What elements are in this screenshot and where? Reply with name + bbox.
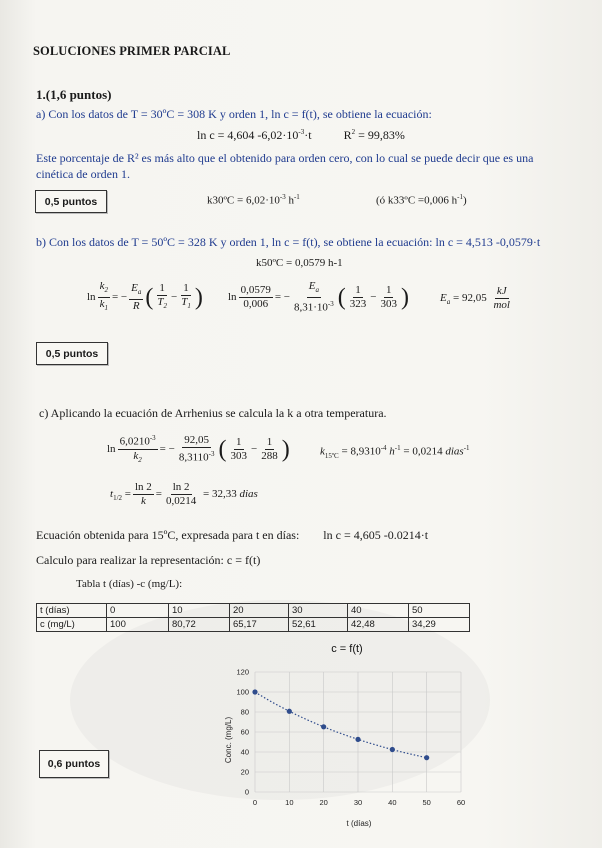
x-tick-label: 60 — [456, 798, 466, 807]
arrhenius-15c: ln $\frac{6,0210^{-3}}{k_2}$ = − $\frac{92,05}{8,3110^{-3}}$ ( $\frac{1}{303}$ − $\frac{1}{288}$ ) — [107, 434, 290, 464]
arrhenius-numeric: ln $\frac{0,0579}{0,006}$ = − $\frac{E_a}{8,31\cdot 10^{-3}}$ ( $\frac{1}{323}$ − $\frac{1}{303}$ ) — [228, 280, 409, 314]
equation-exp: -3 — [298, 128, 305, 136]
data-point — [424, 755, 429, 760]
part-a-label: a) — [36, 107, 46, 121]
y-tick-label: 80 — [240, 707, 249, 717]
half-result: = 32,33 — [200, 488, 240, 501]
ea-unit-den: mol — [493, 299, 510, 311]
eq1-num: k — [99, 280, 105, 292]
data-point — [355, 737, 360, 742]
x-axis-label: t (días) — [346, 819, 372, 828]
table-cell: 80,72 — [169, 618, 230, 632]
y-axis-label: Conc. (mg/L) — [224, 716, 233, 764]
part-a-comment-2: cinética de orden 1. — [36, 167, 130, 181]
y-ticks — [236, 668, 249, 797]
k30-exp: -3 — [279, 193, 286, 201]
table-cell: 30 — [289, 604, 348, 618]
eq2-num: 0,0579 — [240, 283, 271, 296]
trendline — [255, 692, 427, 758]
part-b-intro-text: Con los datos de T = 50ºC = 328 K y orden 1, ln c = f(t), se obtiene la ecuación: ln c = 4,513 -0,0579·t — [49, 235, 541, 249]
table-header-c: c (mg/L) — [37, 618, 107, 632]
eq1-t1: T — [181, 296, 188, 309]
part-a-comment: Este porcentaje de R² es más alto que el obtenido para orden cero, con lo cual se puede decir que es una — [36, 151, 534, 165]
data-point — [287, 709, 292, 714]
c-eq-t1: 303 — [230, 449, 248, 462]
data-point — [321, 724, 326, 729]
part-a-equation: ln c = 4,604 $-6,02\cdot 10^{-3}\cdot t$ $R^2 = 99,83\%$ — [197, 128, 405, 142]
arrhenius-general: ln $\frac{k_2}{k_1}$ = − $\frac{E_a}{R}$ ( $\frac{1}{T_2}$ − $\frac{1}{T_1}$ ) — [87, 280, 203, 313]
eq2-ea: E — [308, 280, 316, 292]
ea-result: $E_a = 92,05$ $\frac{kJ}{\text{mol}}$ — [440, 285, 510, 311]
eq1-den: k — [99, 298, 105, 311]
k50-result: k50ºC = 0,0579 h-1 — [256, 257, 343, 269]
x-tick-label: 20 — [319, 798, 328, 807]
k33-close: ) — [462, 194, 467, 207]
eq-15c-value: ln c = 4,605 -0.0214·t — [323, 528, 429, 542]
y-tick-label: 0 — [244, 787, 249, 797]
eq2-t1: 303 — [380, 297, 397, 310]
k33-text: (ó k33ºC =0,006 h — [376, 194, 458, 207]
table-cell: 65,17 — [230, 618, 289, 632]
r2-value: = 99,83% — [355, 128, 405, 142]
half-num-1: ln 2 — [134, 481, 152, 493]
table-cell: 100 — [107, 618, 169, 632]
eq2-den: 0,006 — [243, 297, 269, 310]
eq2-r: 8,31·10 — [293, 301, 328, 314]
x-tick-label: 10 — [285, 798, 294, 807]
eq1-r: R — [132, 300, 140, 313]
x-tick-label: 30 — [353, 798, 363, 807]
ea-unit-num: kJ — [496, 285, 507, 297]
data-points — [252, 689, 429, 760]
k15-days-value: = 0,0214 — [400, 445, 446, 458]
ea-label: E — [440, 292, 447, 305]
table-cell: 42,48 — [348, 618, 409, 632]
k15-days-unit: dias — [445, 445, 464, 458]
c-eq-t2: 288 — [261, 449, 278, 462]
k15-unit: h — [386, 445, 395, 458]
y-tick-label: 120 — [236, 667, 249, 677]
points-box-b: 0,5 puntos — [36, 342, 108, 365]
table-cell: 34,29 — [409, 618, 470, 632]
table-cell: 50 — [409, 604, 470, 618]
part-c-intro — [39, 406, 387, 421]
k30-unit: h — [285, 194, 294, 207]
y-tick-label: 40 — [240, 747, 249, 757]
c-eq-ea: 92,05 — [184, 434, 210, 447]
ea-value: = 92,05 — [450, 292, 490, 305]
part-c-intro-text: Aplicando la ecuación de Arrhenius se calcula la k a otra temperatura. — [50, 406, 387, 420]
concentration-chart — [221, 636, 469, 832]
k30-result — [207, 193, 300, 207]
points-box-c: 0,6 puntos — [39, 750, 109, 778]
half-unit: dias — [239, 488, 258, 501]
k15-result: $k_{15ºC} = 8,9310^{-4}$ $h^{-1} = 0,0214$ dias$^{-1}$ — [320, 444, 470, 460]
eq2-t2: 323 — [349, 297, 367, 310]
eq-15c-text: Ecuación obtenida para 15ºC, expresada para t en días: — [36, 528, 300, 542]
part-a-intro — [36, 107, 432, 122]
eq1-t2: T — [157, 296, 164, 309]
section-heading: 1.(1,6 puntos) — [36, 87, 112, 102]
chart-title: c = f(t) — [331, 643, 363, 655]
half-den-2: 0,0214 — [166, 495, 197, 507]
table-row-c — [37, 618, 470, 632]
k15-exp: -4 — [380, 444, 387, 452]
part-b-intro — [36, 235, 540, 250]
k33-exp: -1 — [457, 193, 463, 201]
half-den-1: k — [140, 495, 146, 507]
chart-grid — [255, 672, 461, 792]
half-life: $t_{1/2}$ = $\frac{\ln 2}{k}$ = $\frac{\ln 2}{0,0214}$ = 32,33 dias — [110, 481, 258, 507]
x-tick-label: 0 — [252, 798, 258, 807]
y-tick-label: 100 — [236, 687, 249, 697]
part-b-label: b) — [36, 235, 46, 249]
table-header-t: t (días) — [37, 604, 107, 618]
data-point — [390, 747, 395, 752]
table-row-t — [37, 604, 470, 618]
half-life-t: t — [110, 488, 114, 501]
r2-label: R — [343, 128, 352, 142]
k30-text: k30ºC = 6,02·10 — [207, 194, 280, 207]
y-tick-label: 60 — [240, 727, 249, 737]
x-tick-label: 40 — [388, 798, 397, 807]
table-cell: 52,61 — [289, 618, 348, 632]
data-table — [36, 603, 470, 632]
c-eq-r: 8,3110 — [178, 451, 209, 464]
eq-15c-line — [36, 528, 428, 543]
c-eq-num-exp: -3 — [149, 434, 156, 442]
table-cell: 40 — [348, 604, 409, 618]
k15-label: k — [320, 445, 325, 458]
part-a-intro-text: Con los datos de T = 30ºC = 308 K y orden 1, ln c = f(t), se obtiene la ecuación: — [48, 107, 432, 121]
x-ticks — [253, 798, 465, 807]
k15-value: = 8,9310 — [338, 445, 381, 458]
table-cell: 20 — [230, 604, 289, 618]
c-eq-den: k — [133, 449, 139, 462]
points-box-a: 0,5 puntos — [35, 190, 107, 213]
half-num-2: ln 2 — [172, 481, 190, 493]
equation-tail: ·t — [304, 128, 312, 142]
y-tick-label: 20 — [240, 767, 249, 777]
table-caption: Tabla t (días) -c (mg/L): — [76, 578, 183, 590]
page-title: SOLUCIONES PRIMER PARCIAL — [33, 44, 231, 58]
eq1-ea: E — [131, 282, 138, 295]
k30-unit-exp: -1 — [293, 193, 300, 201]
c-eq-num: 6,0210 — [119, 435, 150, 448]
equation-main: ln c = 4,604 -6,02·10 — [197, 128, 299, 142]
calc-line: Calculo para realizar la representación: c = f(t) — [36, 553, 261, 567]
table-cell: 10 — [169, 604, 230, 618]
table-cell: 0 — [107, 604, 169, 618]
k33-alt — [376, 193, 467, 207]
data-point — [252, 689, 257, 694]
part-c-label: c) — [39, 406, 49, 420]
x-tick-label: 50 — [422, 798, 431, 807]
